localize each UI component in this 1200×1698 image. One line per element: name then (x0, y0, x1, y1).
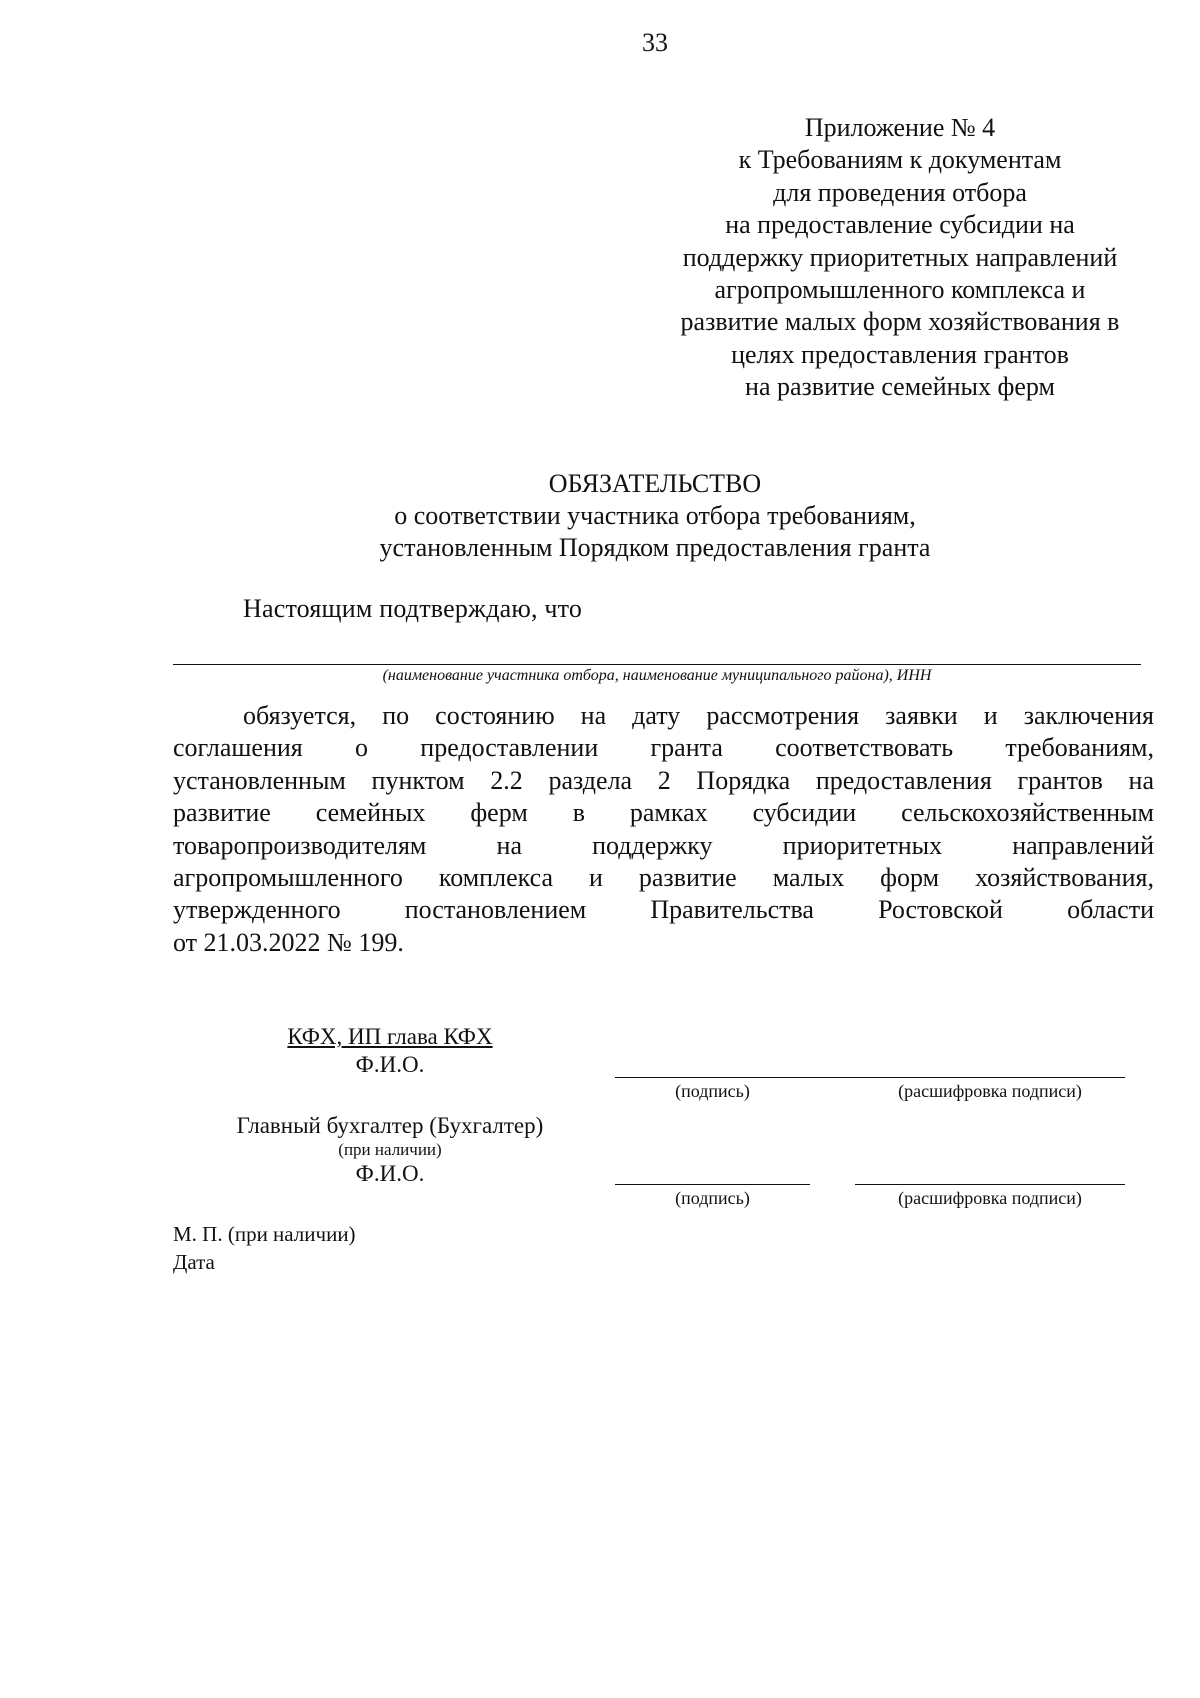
body-line: товаропроизводителям на поддержку приоритетных направлений (173, 830, 1154, 860)
obligation-body (173, 700, 1154, 959)
head-signature-caption: (подпись) (675, 1081, 750, 1101)
page-number: 33 (642, 28, 668, 57)
head-fio-label: Ф.И.О. (355, 1052, 425, 1077)
accountant-signature-line (615, 1184, 810, 1185)
stamp-label: М. П. (при наличии) (173, 1222, 356, 1246)
body-line: агропромышленного комплекса и развитие малых форм хозяйствования, (173, 863, 1154, 893)
confirm-text: Настоящим подтверждаю, что (243, 594, 583, 623)
appendix-line: на предоставление субсидии на (725, 210, 1075, 240)
appendix-line: агропромышленного комплекса и (714, 275, 1086, 305)
appendix-line: развитие малых форм хозяйствования в (680, 307, 1120, 337)
appendix-line: на развитие семейных ферм (745, 372, 1055, 402)
title-main: ОБЯЗАТЕЛЬСТВО (548, 469, 762, 498)
accountant-role-title: Главный бухгалтер (Бухгалтер) (236, 1113, 544, 1138)
body-line: от 21.03.2022 № 199. (173, 927, 404, 957)
title-subtitle-2: установленным Порядком предоставления гранта (379, 533, 931, 562)
appendix-line: целях предоставления грантов (731, 339, 1069, 369)
accountant-role-note: (при наличии) (338, 1140, 442, 1159)
appendix-line: Приложение № 4 (804, 113, 996, 142)
accountant-decoding-line (855, 1184, 1125, 1185)
body-line: установленным пунктом 2.2 раздела 2 Порядка предоставления грантов на (173, 765, 1154, 795)
body-line: соглашения о предоставлении гранта соответствовать требованиям, (173, 733, 1154, 763)
body-line: обязуется, по состоянию на дату рассмотрения заявки и заключения (243, 701, 1154, 730)
participant-name-caption: (наименование участника отбора, наименование муниципального района), ИНН (382, 667, 932, 684)
date-label: Дата (173, 1250, 215, 1274)
body-line: утвержденного постановлением Правительства Ростовской области (173, 895, 1154, 925)
head-role-title: КФХ, ИП глава КФХ (287, 1024, 493, 1049)
body-line: развитие семейных ферм в рамках субсидии сельскохозяйственным (173, 798, 1154, 828)
head-decoding-caption: (расшифровка подписи) (898, 1081, 1082, 1101)
footer-block (173, 1220, 356, 1276)
accountant-decoding-caption: (расшифровка подписи) (898, 1188, 1082, 1208)
accountant-signatory (200, 1113, 580, 1187)
appendix-line: к Требованиям к документам (738, 145, 1062, 175)
participant-name-line (173, 664, 1141, 665)
accountant-fio-label: Ф.И.О. (355, 1161, 425, 1186)
document-title (0, 468, 1200, 564)
appendix-line: поддержку приоритетных направлений (682, 242, 1118, 272)
title-subtitle-1: о соответствии участника отбора требованиям, (394, 501, 916, 530)
head-signature-line (615, 1077, 1125, 1078)
accountant-signature-caption: (подпись) (675, 1188, 750, 1208)
appendix-line: для проведения отбора (773, 177, 1027, 207)
appendix-header (630, 112, 1170, 404)
head-signatory (240, 1023, 540, 1079)
